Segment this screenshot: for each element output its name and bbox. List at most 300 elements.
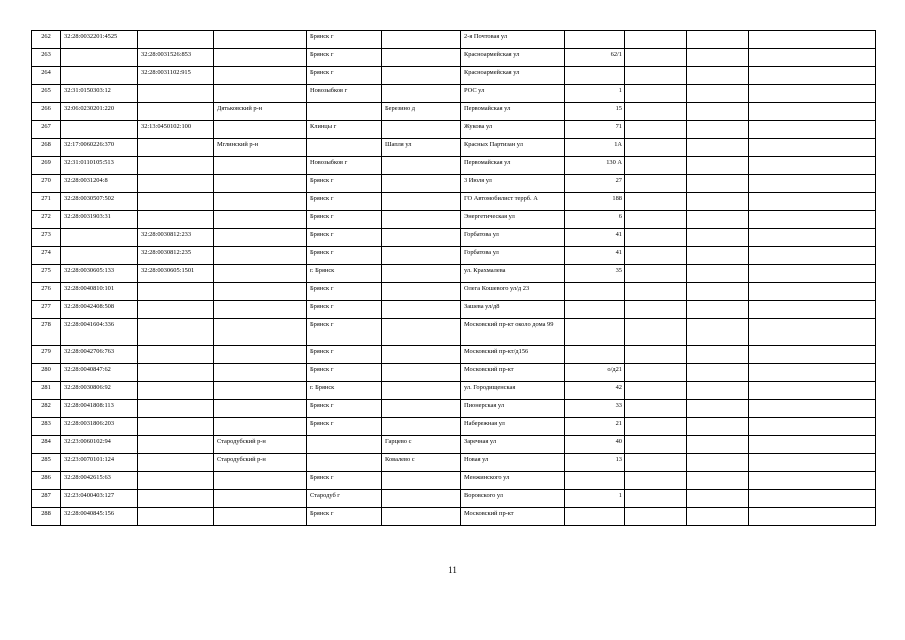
extra-col-3-cell [749, 363, 876, 381]
cadastral-number-cell: 32:28:0030806:92 [61, 381, 138, 399]
street-cell: Красноармейская ул [461, 67, 565, 85]
street-cell: Горбатова ул [461, 247, 565, 265]
city-cell: Брянск г [307, 507, 382, 525]
table-row [32, 399, 876, 417]
row-number-cell: 288 [32, 507, 61, 525]
district-cell [214, 283, 307, 301]
house-number-cell: 188 [565, 193, 625, 211]
extra-col-3-cell [749, 399, 876, 417]
extra-col-3-cell [749, 229, 876, 247]
extra-col-1-cell [625, 175, 687, 193]
extra-col-1-cell [625, 345, 687, 363]
cadastral-number-alt-cell: 32:28:0030812:233 [138, 229, 214, 247]
street-cell: Жукова ул [461, 121, 565, 139]
row-number-cell: 264 [32, 67, 61, 85]
street-cell: 2-я Почтовая ул [461, 31, 565, 49]
extra-col-2-cell [687, 471, 749, 489]
table-row [32, 67, 876, 85]
house-number-cell [565, 31, 625, 49]
settlement-cell [382, 49, 461, 67]
street-cell: Красноармейская ул [461, 49, 565, 67]
extra-col-2-cell [687, 49, 749, 67]
cadastral-number-alt-cell [138, 283, 214, 301]
settlement-cell [382, 31, 461, 49]
street-cell: ГО Автомобилист террб. А [461, 193, 565, 211]
row-number-cell: 269 [32, 157, 61, 175]
cadastral-number-cell: 32:28:0030605:133 [61, 265, 138, 283]
street-cell: Зашева ул/д8 [461, 301, 565, 319]
street-cell: 3 Июля ул [461, 175, 565, 193]
cadastral-number-cell: 32:28:0041808:113 [61, 399, 138, 417]
settlement-cell [382, 345, 461, 363]
extra-col-3-cell [749, 247, 876, 265]
extra-col-1-cell [625, 85, 687, 103]
house-number-cell [565, 345, 625, 363]
house-number-cell: 27 [565, 175, 625, 193]
cadastral-number-cell [61, 247, 138, 265]
table-row [32, 417, 876, 435]
street-cell: Менжинского ул [461, 471, 565, 489]
house-number-cell: о/д21 [565, 363, 625, 381]
cadastral-number-cell [61, 67, 138, 85]
row-number-cell: 286 [32, 471, 61, 489]
row-number-cell: 267 [32, 121, 61, 139]
city-cell [307, 453, 382, 471]
table-row [32, 85, 876, 103]
extra-col-3-cell [749, 471, 876, 489]
district-cell [214, 265, 307, 283]
settlement-cell: Гарцево с [382, 435, 461, 453]
extra-col-1-cell [625, 211, 687, 229]
district-cell [214, 31, 307, 49]
cadastral-number-alt-cell: 32:28:0030605:1501 [138, 265, 214, 283]
extra-col-1-cell [625, 381, 687, 399]
street-cell: Московский пр-кт/д156 [461, 345, 565, 363]
street-cell: ул. Городищенская [461, 381, 565, 399]
city-cell: Клинцы г [307, 121, 382, 139]
street-cell: Красных Партизан ул [461, 139, 565, 157]
street-cell: Воровского ул [461, 489, 565, 507]
district-cell [214, 175, 307, 193]
extra-col-2-cell [687, 193, 749, 211]
district-cell [214, 85, 307, 103]
house-number-cell: 35 [565, 265, 625, 283]
cadastral-number-alt-cell [138, 399, 214, 417]
street-cell: Олега Кошевого ул/д 23 [461, 283, 565, 301]
cadastral-number-alt-cell [138, 139, 214, 157]
city-cell: Брянск г [307, 363, 382, 381]
street-cell: ул. Крахмалева [461, 265, 565, 283]
cadastral-number-cell: 32:28:0040847:62 [61, 363, 138, 381]
row-number-cell: 272 [32, 211, 61, 229]
table-row [32, 103, 876, 121]
district-cell [214, 49, 307, 67]
settlement-cell: Ковалево с [382, 453, 461, 471]
extra-col-2-cell [687, 157, 749, 175]
city-cell: Брянск г [307, 67, 382, 85]
extra-col-3-cell [749, 301, 876, 319]
row-number-cell: 265 [32, 85, 61, 103]
cadastral-number-alt-cell [138, 471, 214, 489]
table-row [32, 265, 876, 283]
extra-col-2-cell [687, 121, 749, 139]
table-row [32, 489, 876, 507]
cadastral-number-alt-cell: 32:28:0030812:235 [138, 247, 214, 265]
street-cell: Московский пр-кт [461, 507, 565, 525]
cadastral-number-cell: 32:23:0070101:124 [61, 453, 138, 471]
table-row [32, 31, 876, 49]
row-number-cell: 266 [32, 103, 61, 121]
extra-col-2-cell [687, 417, 749, 435]
district-cell [214, 489, 307, 507]
city-cell: Брянск г [307, 319, 382, 346]
cadastral-number-alt-cell: 32:28:0031102:915 [138, 67, 214, 85]
extra-col-2-cell [687, 381, 749, 399]
cadastral-number-alt-cell [138, 319, 214, 346]
extra-col-1-cell [625, 193, 687, 211]
city-cell: Стародуб г [307, 489, 382, 507]
house-number-cell: 130 А [565, 157, 625, 175]
house-number-cell [565, 283, 625, 301]
city-cell: Брянск г [307, 175, 382, 193]
extra-col-1-cell [625, 139, 687, 157]
city-cell [307, 103, 382, 121]
settlement-cell [382, 399, 461, 417]
house-number-cell: 41 [565, 247, 625, 265]
house-number-cell: 62/1 [565, 49, 625, 67]
extra-col-2-cell [687, 399, 749, 417]
district-cell [214, 471, 307, 489]
extra-col-3-cell [749, 175, 876, 193]
extra-col-2-cell [687, 247, 749, 265]
street-cell: Новая ул [461, 453, 565, 471]
extra-col-3-cell [749, 31, 876, 49]
cadastral-number-alt-cell [138, 211, 214, 229]
cadastral-number-alt-cell [138, 381, 214, 399]
table-row [32, 435, 876, 453]
cadastral-number-cell: 32:28:0030507:502 [61, 193, 138, 211]
cadastral-number-cell: 32:28:0041604:336 [61, 319, 138, 346]
house-number-cell [565, 319, 625, 346]
house-number-cell: 21 [565, 417, 625, 435]
table-row [32, 49, 876, 67]
extra-col-3-cell [749, 103, 876, 121]
extra-col-1-cell [625, 121, 687, 139]
house-number-cell: 6 [565, 211, 625, 229]
district-cell [214, 381, 307, 399]
extra-col-2-cell [687, 363, 749, 381]
cadastral-number-alt-cell [138, 417, 214, 435]
cadastral-number-alt-cell [138, 103, 214, 121]
extra-col-1-cell [625, 507, 687, 525]
table-row [32, 175, 876, 193]
table-row [32, 319, 876, 346]
registry-table [31, 30, 876, 526]
extra-col-2-cell [687, 85, 749, 103]
extra-col-3-cell [749, 345, 876, 363]
extra-col-3-cell [749, 283, 876, 301]
cadastral-number-cell [61, 49, 138, 67]
table-row [32, 121, 876, 139]
extra-col-3-cell [749, 49, 876, 67]
extra-col-1-cell [625, 319, 687, 346]
cadastral-number-alt-cell [138, 489, 214, 507]
cadastral-number-cell: 32:31:0150303:12 [61, 85, 138, 103]
cadastral-number-cell: 32:31:0110105:513 [61, 157, 138, 175]
house-number-cell: 40 [565, 435, 625, 453]
extra-col-2-cell [687, 31, 749, 49]
extra-col-1-cell [625, 301, 687, 319]
district-cell [214, 301, 307, 319]
house-number-cell: 1А [565, 139, 625, 157]
cadastral-number-cell: 32:28:0031903:31 [61, 211, 138, 229]
district-cell [214, 247, 307, 265]
row-number-cell: 278 [32, 319, 61, 346]
extra-col-2-cell [687, 265, 749, 283]
city-cell: Новозыбков г [307, 157, 382, 175]
extra-col-3-cell [749, 85, 876, 103]
house-number-cell: 13 [565, 453, 625, 471]
cadastral-number-cell: 32:23:0060102:94 [61, 435, 138, 453]
row-number-cell: 284 [32, 435, 61, 453]
extra-col-2-cell [687, 507, 749, 525]
cadastral-number-cell: 32:17:0060226:370 [61, 139, 138, 157]
row-number-cell: 268 [32, 139, 61, 157]
table-row [32, 345, 876, 363]
district-cell: Стародубский р-н [214, 435, 307, 453]
city-cell: Брянск г [307, 471, 382, 489]
extra-col-2-cell [687, 67, 749, 85]
cadastral-number-alt-cell [138, 157, 214, 175]
house-number-cell: 41 [565, 229, 625, 247]
settlement-cell [382, 489, 461, 507]
row-number-cell: 271 [32, 193, 61, 211]
street-cell: Первомайская ул [461, 103, 565, 121]
row-number-cell: 263 [32, 49, 61, 67]
district-cell [214, 399, 307, 417]
extra-col-1-cell [625, 399, 687, 417]
extra-col-1-cell [625, 229, 687, 247]
house-number-cell [565, 67, 625, 85]
city-cell: Брянск г [307, 211, 382, 229]
extra-col-3-cell [749, 157, 876, 175]
extra-col-1-cell [625, 103, 687, 121]
settlement-cell: Березино д [382, 103, 461, 121]
cadastral-number-cell: 32:28:0040810:101 [61, 283, 138, 301]
extra-col-3-cell [749, 507, 876, 525]
city-cell [307, 435, 382, 453]
district-cell: Стародубский р-н [214, 453, 307, 471]
table-row [32, 193, 876, 211]
extra-col-2-cell [687, 175, 749, 193]
street-cell: Пионерская ул [461, 399, 565, 417]
cadastral-number-alt-cell: 32:13:0450102:100 [138, 121, 214, 139]
district-cell [214, 417, 307, 435]
cadastral-number-cell: 32:23:0400403:127 [61, 489, 138, 507]
cadastral-number-cell: 32:28:0031204:8 [61, 175, 138, 193]
table-row [32, 453, 876, 471]
district-cell [214, 319, 307, 346]
extra-col-3-cell [749, 211, 876, 229]
extra-col-2-cell [687, 489, 749, 507]
table-row [32, 363, 876, 381]
extra-col-1-cell [625, 489, 687, 507]
table-row [32, 211, 876, 229]
cadastral-number-alt-cell [138, 31, 214, 49]
extra-col-3-cell [749, 453, 876, 471]
cadastral-number-alt-cell [138, 301, 214, 319]
district-cell [214, 507, 307, 525]
district-cell [214, 211, 307, 229]
city-cell: г. Брянск [307, 381, 382, 399]
cadastral-number-cell: 32:28:0032201:4525 [61, 31, 138, 49]
cadastral-number-alt-cell: 32:28:0031526:853 [138, 49, 214, 67]
district-cell [214, 229, 307, 247]
row-number-cell: 277 [32, 301, 61, 319]
settlement-cell [382, 363, 461, 381]
city-cell: Брянск г [307, 417, 382, 435]
cadastral-number-alt-cell [138, 193, 214, 211]
table-row [32, 507, 876, 525]
street-cell: РОС ул [461, 85, 565, 103]
row-number-cell: 262 [32, 31, 61, 49]
settlement-cell [382, 121, 461, 139]
extra-col-1-cell [625, 417, 687, 435]
settlement-cell [382, 265, 461, 283]
cadastral-number-alt-cell [138, 363, 214, 381]
settlement-cell: Шапля ул [382, 139, 461, 157]
house-number-cell [565, 301, 625, 319]
settlement-cell [382, 381, 461, 399]
settlement-cell [382, 301, 461, 319]
district-cell: Мглинский р-н [214, 139, 307, 157]
row-number-cell: 274 [32, 247, 61, 265]
extra-col-2-cell [687, 229, 749, 247]
cadastral-number-cell: 32:28:0042615:63 [61, 471, 138, 489]
table-row [32, 471, 876, 489]
house-number-cell: 71 [565, 121, 625, 139]
cadastral-number-cell: 32:28:0042408:508 [61, 301, 138, 319]
house-number-cell: 15 [565, 103, 625, 121]
city-cell: Брянск г [307, 399, 382, 417]
city-cell: Брянск г [307, 193, 382, 211]
cadastral-number-alt-cell [138, 435, 214, 453]
city-cell: Брянск г [307, 31, 382, 49]
cadastral-number-alt-cell [138, 85, 214, 103]
city-cell: г. Брянск [307, 265, 382, 283]
cadastral-number-cell [61, 121, 138, 139]
district-cell [214, 67, 307, 85]
extra-col-3-cell [749, 417, 876, 435]
extra-col-2-cell [687, 301, 749, 319]
district-cell [214, 345, 307, 363]
row-number-cell: 273 [32, 229, 61, 247]
extra-col-3-cell [749, 193, 876, 211]
table-row [32, 301, 876, 319]
cadastral-number-cell: 32:28:0031806:203 [61, 417, 138, 435]
city-cell [307, 139, 382, 157]
table-row [32, 247, 876, 265]
row-number-cell: 279 [32, 345, 61, 363]
extra-col-1-cell [625, 67, 687, 85]
extra-col-3-cell [749, 435, 876, 453]
extra-col-2-cell [687, 453, 749, 471]
extra-col-2-cell [687, 139, 749, 157]
street-cell: Заречная ул [461, 435, 565, 453]
row-number-cell: 270 [32, 175, 61, 193]
table-row [32, 229, 876, 247]
district-cell [214, 193, 307, 211]
street-cell: Первомайская ул [461, 157, 565, 175]
row-number-cell: 276 [32, 283, 61, 301]
extra-col-1-cell [625, 471, 687, 489]
row-number-cell: 280 [32, 363, 61, 381]
street-cell: Горбатова ул [461, 229, 565, 247]
house-number-cell: 1 [565, 489, 625, 507]
extra-col-2-cell [687, 211, 749, 229]
cadastral-number-cell: 32:06:0230201:220 [61, 103, 138, 121]
row-number-cell: 281 [32, 381, 61, 399]
extra-col-1-cell [625, 31, 687, 49]
table-row [32, 283, 876, 301]
row-number-cell: 285 [32, 453, 61, 471]
cadastral-number-alt-cell [138, 345, 214, 363]
district-cell [214, 363, 307, 381]
city-cell: Брянск г [307, 247, 382, 265]
settlement-cell [382, 157, 461, 175]
extra-col-1-cell [625, 363, 687, 381]
row-number-cell: 287 [32, 489, 61, 507]
city-cell: Брянск г [307, 283, 382, 301]
house-number-cell [565, 471, 625, 489]
extra-col-1-cell [625, 265, 687, 283]
cadastral-number-cell [61, 229, 138, 247]
extra-col-3-cell [749, 121, 876, 139]
district-cell: Дятьковский р-н [214, 103, 307, 121]
page-number: 11 [448, 565, 457, 575]
extra-col-1-cell [625, 283, 687, 301]
extra-col-3-cell [749, 381, 876, 399]
extra-col-3-cell [749, 319, 876, 346]
extra-col-2-cell [687, 283, 749, 301]
street-cell: Энергетическая ул [461, 211, 565, 229]
house-number-cell [565, 507, 625, 525]
extra-col-2-cell [687, 435, 749, 453]
cadastral-number-alt-cell [138, 175, 214, 193]
settlement-cell [382, 211, 461, 229]
row-number-cell: 275 [32, 265, 61, 283]
city-cell: Брянск г [307, 345, 382, 363]
extra-col-1-cell [625, 157, 687, 175]
settlement-cell [382, 67, 461, 85]
settlement-cell [382, 507, 461, 525]
city-cell: Брянск г [307, 301, 382, 319]
extra-col-2-cell [687, 103, 749, 121]
extra-col-1-cell [625, 247, 687, 265]
settlement-cell [382, 229, 461, 247]
extra-col-3-cell [749, 67, 876, 85]
extra-col-1-cell [625, 453, 687, 471]
table-body [32, 31, 876, 526]
settlement-cell [382, 247, 461, 265]
table-row [32, 157, 876, 175]
extra-col-2-cell [687, 345, 749, 363]
street-cell: Московский пр-кт около дома 99 [461, 319, 565, 346]
settlement-cell [382, 283, 461, 301]
extra-col-1-cell [625, 49, 687, 67]
extra-col-3-cell [749, 265, 876, 283]
extra-col-1-cell [625, 435, 687, 453]
